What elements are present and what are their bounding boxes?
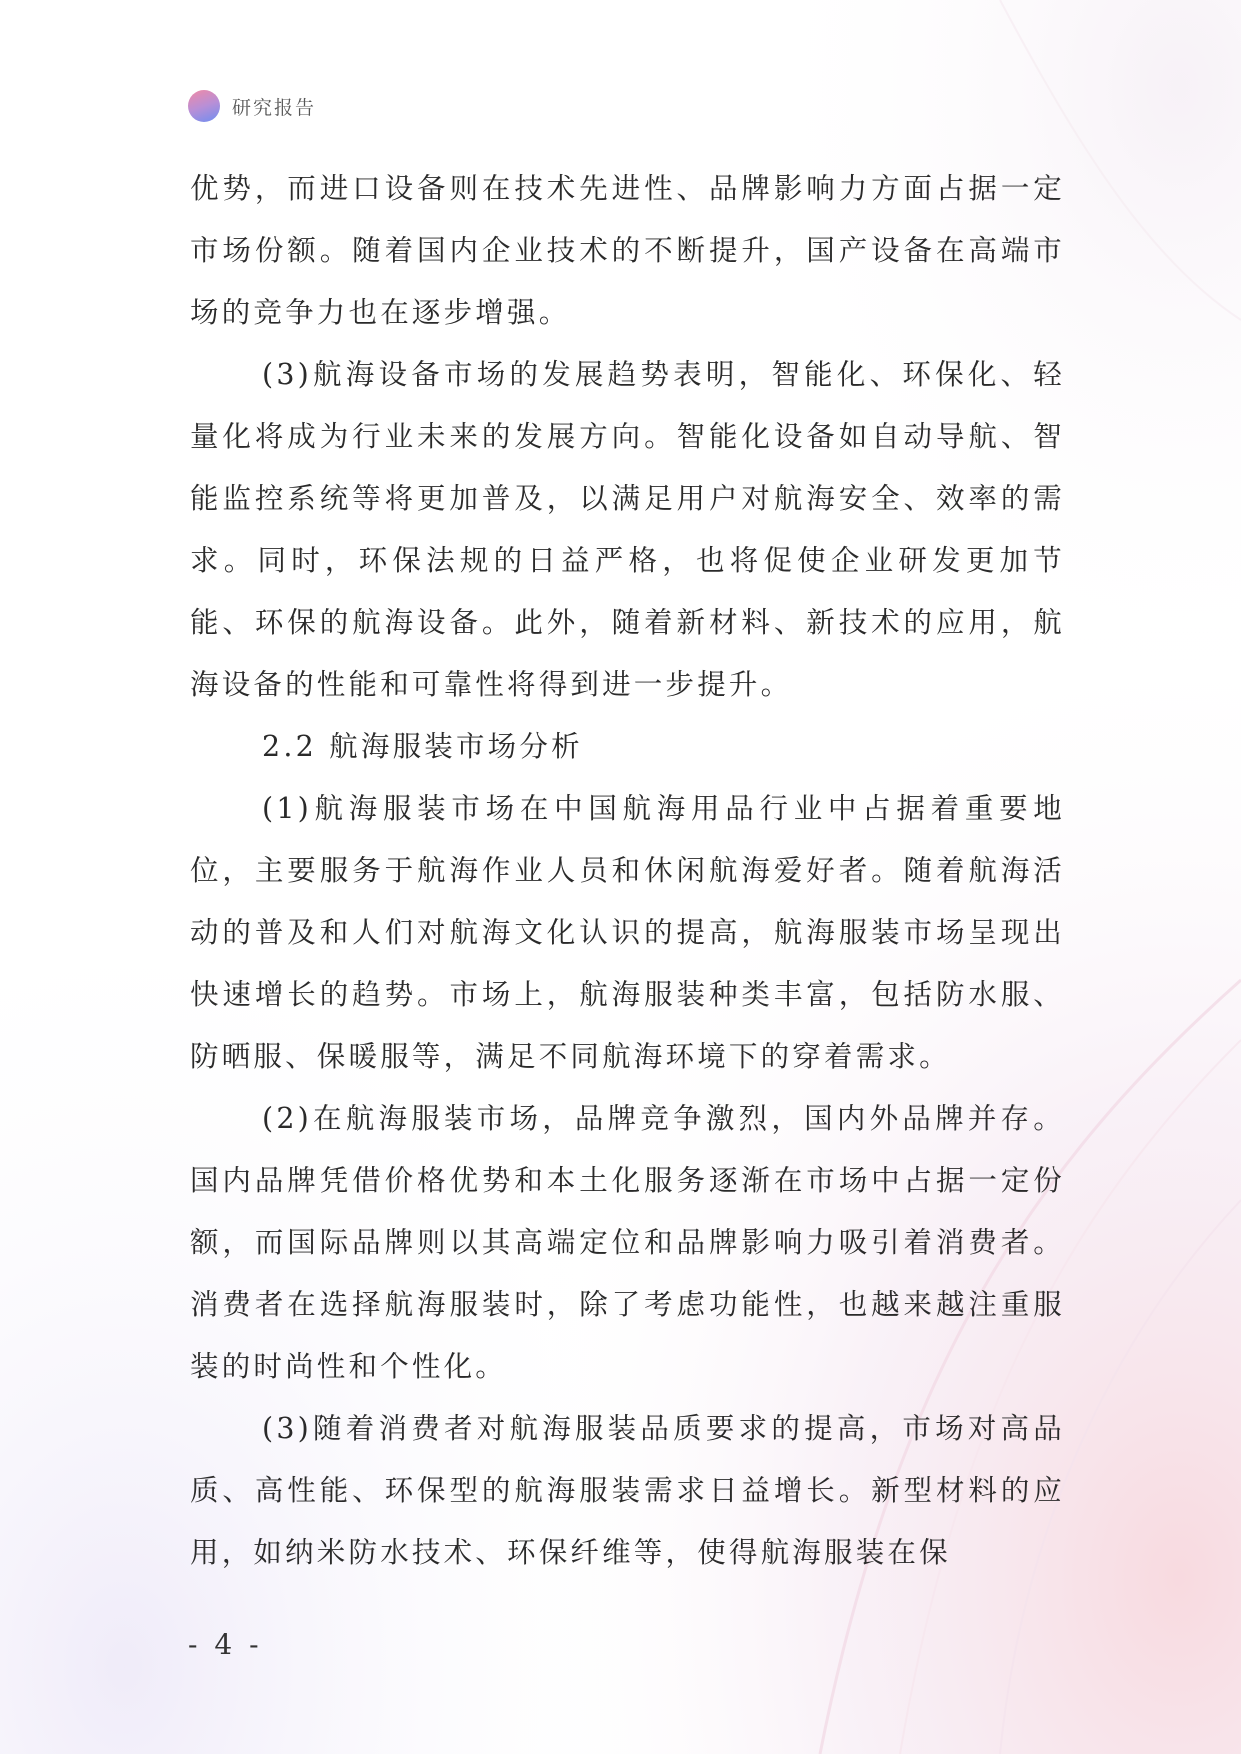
paragraph-equipment-trends: (3)航海设备市场的发展趋势表明，智能化、环保化、轻量化将成为行业未来的发展方向。智能化设备如自动导航、智能监控系统等将更加普及，以满足用户对航海安全、效率的需求。同时，环保法规的日益严格，也将促使企业研发更加节能、环保的航海设备。此外，随着新材料、新技术的应用，航海设备的性能和可靠性将得到进一步提升。 <box>190 358 1065 701</box>
logo-icon <box>188 90 220 122</box>
paragraph-apparel-market-1: (1)航海服装市场在中国航海用品行业中占据着重要地位，主要服务于航海作业人员和休闲航海爱好者。随着航海活动的普及和人们对航海文化认识的提高，航海服装市场呈现出快速增长的趋势。市场上，航海服装种类丰富，包括防水服、防晒服、保暖服等，满足不同航海环境下的穿着需求。 <box>190 792 1065 1073</box>
section-heading: 2.2 航海服装市场分析 <box>262 730 583 763</box>
document-body <box>190 158 1065 1584</box>
paragraph-apparel-market-2: (2)在航海服装市场，品牌竞争激烈，国内外品牌并存。国内品牌凭借价格优势和本土化服务逐渐在市场中占据一定份额，而国际品牌则以其高端定位和品牌影响力吸引着消费者。消费者在选择航海服装时，除了考虑功能性，也越来越注重服装的时尚性和个性化。 <box>190 1102 1065 1383</box>
paragraph-apparel-market-3: (3)随着消费者对航海服装品质要求的提高，市场对高品质、高性能、环保型的航海服装需求日益增长。新型材料的应用，如纳米防水技术、环保纤维等，使得航海服装在保 <box>190 1412 1065 1569</box>
header-title: 研究报告 <box>232 96 317 119</box>
report-header <box>188 90 316 122</box>
page-number: - 4 - <box>188 1628 263 1661</box>
paragraph-continued: 优势，而进口设备则在技术先进性、品牌影响力方面占据一定市场份额。随着国内企业技术的不断提升，国产设备在高端市场的竞争力也在逐步增强。 <box>190 172 1065 329</box>
